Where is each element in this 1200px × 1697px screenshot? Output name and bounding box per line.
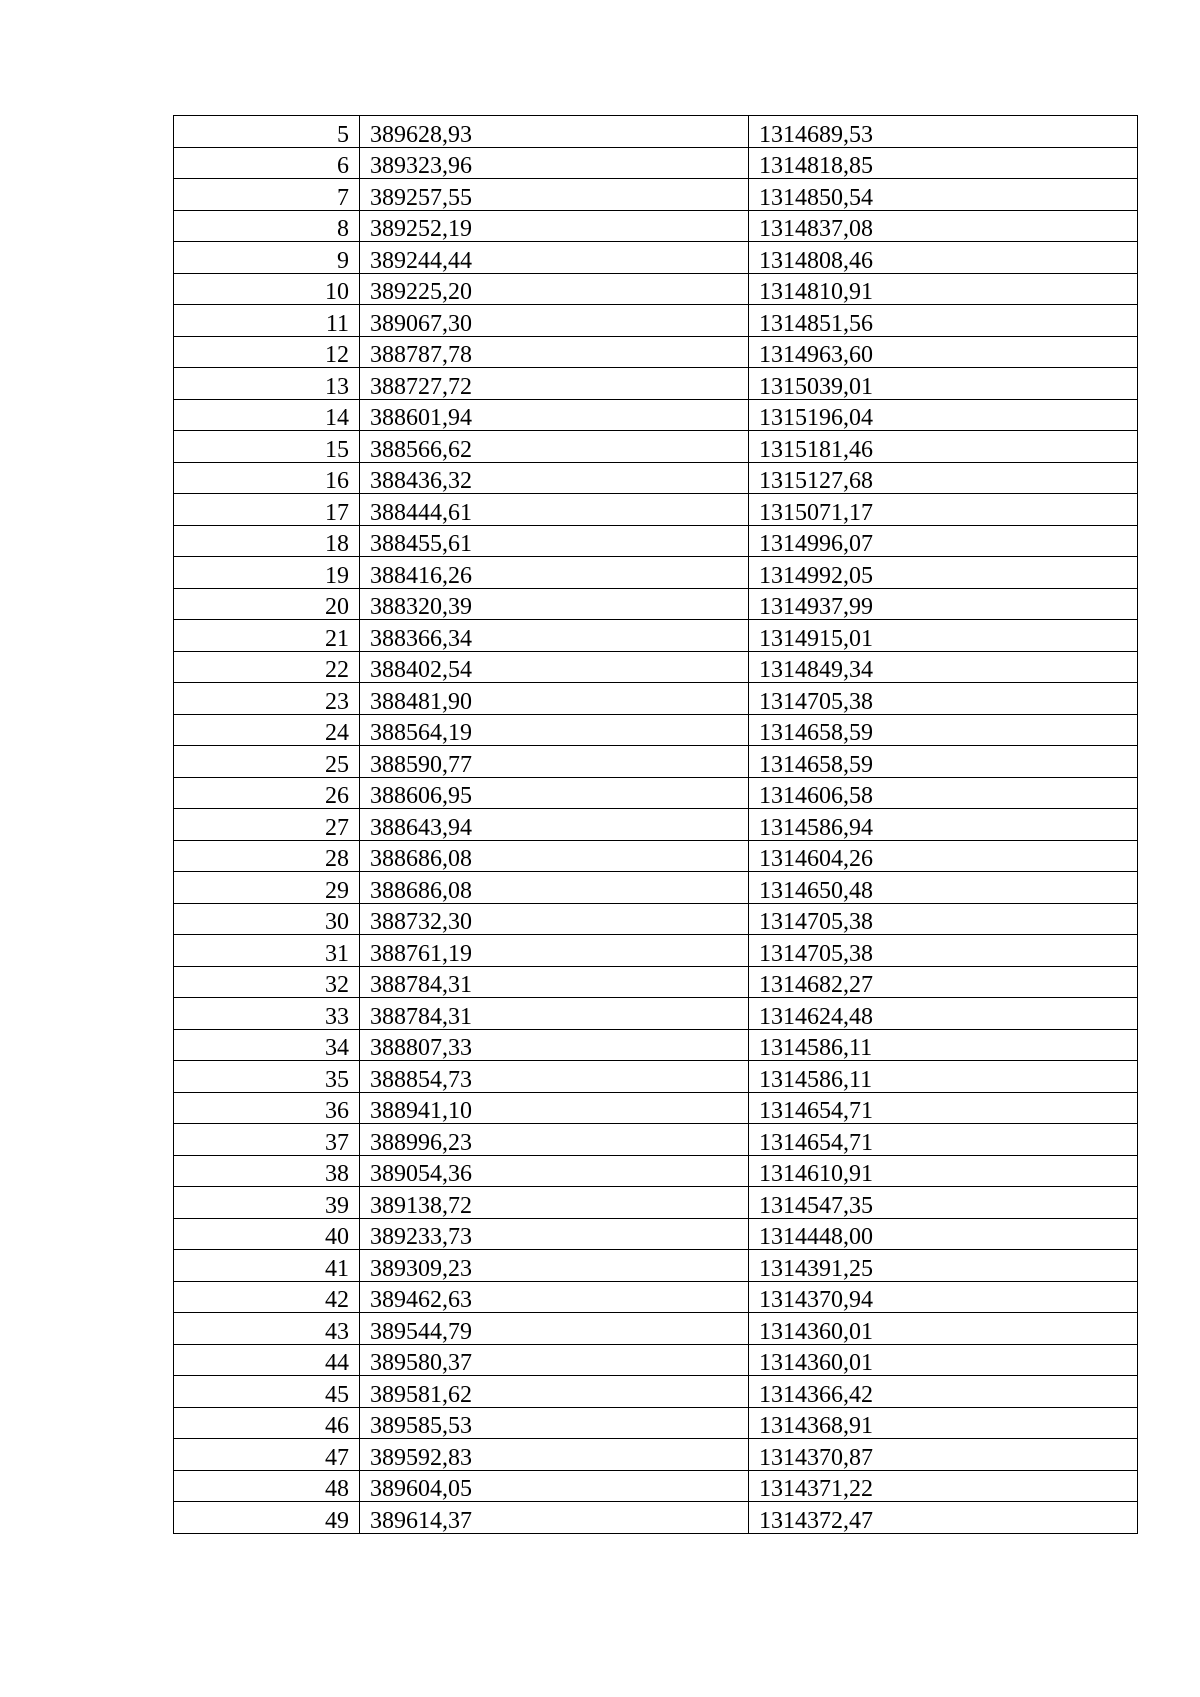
x-coordinate-cell: 388436,32 xyxy=(360,462,749,494)
y-coordinate-cell: 1314391,25 xyxy=(749,1250,1138,1282)
table-row xyxy=(174,1250,1138,1282)
point-number-cell: 31 xyxy=(174,935,360,967)
y-coordinate-cell: 1314370,87 xyxy=(749,1439,1138,1471)
x-coordinate-cell: 389592,83 xyxy=(360,1439,749,1471)
table-row xyxy=(174,1155,1138,1187)
point-number-cell: 5 xyxy=(174,116,360,148)
coordinates-table xyxy=(173,115,1138,1534)
point-number-cell: 10 xyxy=(174,273,360,305)
point-number-cell: 16 xyxy=(174,462,360,494)
table-row xyxy=(174,116,1138,148)
point-number-cell: 28 xyxy=(174,840,360,872)
y-coordinate-cell: 1314547,35 xyxy=(749,1187,1138,1219)
x-coordinate-cell: 388606,95 xyxy=(360,777,749,809)
y-coordinate-cell: 1315196,04 xyxy=(749,399,1138,431)
y-coordinate-cell: 1315071,17 xyxy=(749,494,1138,526)
table-row xyxy=(174,1218,1138,1250)
y-coordinate-cell: 1314360,01 xyxy=(749,1313,1138,1345)
y-coordinate-cell: 1314705,38 xyxy=(749,935,1138,967)
x-coordinate-cell: 388807,33 xyxy=(360,1029,749,1061)
point-number-cell: 19 xyxy=(174,557,360,589)
table-row xyxy=(174,840,1138,872)
x-coordinate-cell: 389252,19 xyxy=(360,210,749,242)
x-coordinate-cell: 388564,19 xyxy=(360,714,749,746)
y-coordinate-cell: 1314370,94 xyxy=(749,1281,1138,1313)
y-coordinate-cell: 1314810,91 xyxy=(749,273,1138,305)
table-row xyxy=(174,1313,1138,1345)
table-row xyxy=(174,1502,1138,1534)
table-row xyxy=(174,714,1138,746)
table-row xyxy=(174,525,1138,557)
x-coordinate-cell: 389244,44 xyxy=(360,242,749,274)
x-coordinate-cell: 389462,63 xyxy=(360,1281,749,1313)
x-coordinate-cell: 389054,36 xyxy=(360,1155,749,1187)
point-number-cell: 43 xyxy=(174,1313,360,1345)
point-number-cell: 14 xyxy=(174,399,360,431)
y-coordinate-cell: 1314624,48 xyxy=(749,998,1138,1030)
point-number-cell: 40 xyxy=(174,1218,360,1250)
point-number-cell: 6 xyxy=(174,147,360,179)
y-coordinate-cell: 1314963,60 xyxy=(749,336,1138,368)
table-row xyxy=(174,179,1138,211)
point-number-cell: 41 xyxy=(174,1250,360,1282)
point-number-cell: 26 xyxy=(174,777,360,809)
x-coordinate-cell: 388732,30 xyxy=(360,903,749,935)
point-number-cell: 32 xyxy=(174,966,360,998)
table-row xyxy=(174,368,1138,400)
y-coordinate-cell: 1314586,11 xyxy=(749,1029,1138,1061)
table-row xyxy=(174,1124,1138,1156)
x-coordinate-cell: 388784,31 xyxy=(360,998,749,1030)
y-coordinate-cell: 1315039,01 xyxy=(749,368,1138,400)
y-coordinate-cell: 1314371,22 xyxy=(749,1470,1138,1502)
table-row xyxy=(174,746,1138,778)
y-coordinate-cell: 1314360,01 xyxy=(749,1344,1138,1376)
point-number-cell: 45 xyxy=(174,1376,360,1408)
y-coordinate-cell: 1314851,56 xyxy=(749,305,1138,337)
x-coordinate-cell: 388590,77 xyxy=(360,746,749,778)
y-coordinate-cell: 1314604,26 xyxy=(749,840,1138,872)
y-coordinate-cell: 1314372,47 xyxy=(749,1502,1138,1534)
x-coordinate-cell: 389138,72 xyxy=(360,1187,749,1219)
table-row xyxy=(174,399,1138,431)
table-row xyxy=(174,1344,1138,1376)
y-coordinate-cell: 1314850,54 xyxy=(749,179,1138,211)
x-coordinate-cell: 388784,31 xyxy=(360,966,749,998)
x-coordinate-cell: 388787,78 xyxy=(360,336,749,368)
y-coordinate-cell: 1314658,59 xyxy=(749,746,1138,778)
point-number-cell: 34 xyxy=(174,1029,360,1061)
point-number-cell: 39 xyxy=(174,1187,360,1219)
y-coordinate-cell: 1314915,01 xyxy=(749,620,1138,652)
x-coordinate-cell: 388366,34 xyxy=(360,620,749,652)
x-coordinate-cell: 388686,08 xyxy=(360,872,749,904)
table-row xyxy=(174,620,1138,652)
x-coordinate-cell: 388566,62 xyxy=(360,431,749,463)
x-coordinate-cell: 389544,79 xyxy=(360,1313,749,1345)
table-row xyxy=(174,431,1138,463)
x-coordinate-cell: 388320,39 xyxy=(360,588,749,620)
x-coordinate-cell: 389581,62 xyxy=(360,1376,749,1408)
x-coordinate-cell: 389323,96 xyxy=(360,147,749,179)
x-coordinate-cell: 388444,61 xyxy=(360,494,749,526)
table-row xyxy=(174,210,1138,242)
point-number-cell: 27 xyxy=(174,809,360,841)
table-row xyxy=(174,777,1138,809)
point-number-cell: 21 xyxy=(174,620,360,652)
x-coordinate-cell: 389580,37 xyxy=(360,1344,749,1376)
point-number-cell: 12 xyxy=(174,336,360,368)
y-coordinate-cell: 1314705,38 xyxy=(749,683,1138,715)
table-row xyxy=(174,1029,1138,1061)
point-number-cell: 46 xyxy=(174,1407,360,1439)
table-row xyxy=(174,1061,1138,1093)
y-coordinate-cell: 1314606,58 xyxy=(749,777,1138,809)
point-number-cell: 29 xyxy=(174,872,360,904)
x-coordinate-cell: 389233,73 xyxy=(360,1218,749,1250)
point-number-cell: 47 xyxy=(174,1439,360,1471)
table-row xyxy=(174,872,1138,904)
y-coordinate-cell: 1314992,05 xyxy=(749,557,1138,589)
y-coordinate-cell: 1314586,11 xyxy=(749,1061,1138,1093)
table-row xyxy=(174,809,1138,841)
point-number-cell: 22 xyxy=(174,651,360,683)
table-row xyxy=(174,1439,1138,1471)
y-coordinate-cell: 1314682,27 xyxy=(749,966,1138,998)
x-coordinate-cell: 389604,05 xyxy=(360,1470,749,1502)
table-row xyxy=(174,935,1138,967)
point-number-cell: 35 xyxy=(174,1061,360,1093)
y-coordinate-cell: 1314658,59 xyxy=(749,714,1138,746)
table-row xyxy=(174,494,1138,526)
table-row xyxy=(174,462,1138,494)
point-number-cell: 44 xyxy=(174,1344,360,1376)
x-coordinate-cell: 389585,53 xyxy=(360,1407,749,1439)
x-coordinate-cell: 388686,08 xyxy=(360,840,749,872)
x-coordinate-cell: 388481,90 xyxy=(360,683,749,715)
y-coordinate-cell: 1314937,99 xyxy=(749,588,1138,620)
table-row xyxy=(174,1376,1138,1408)
table-row xyxy=(174,966,1138,998)
table-row xyxy=(174,336,1138,368)
x-coordinate-cell: 388643,94 xyxy=(360,809,749,841)
table-row xyxy=(174,1187,1138,1219)
x-coordinate-cell: 389628,93 xyxy=(360,116,749,148)
y-coordinate-cell: 1314610,91 xyxy=(749,1155,1138,1187)
point-number-cell: 37 xyxy=(174,1124,360,1156)
coordinates-table-body xyxy=(174,116,1138,1534)
table-row xyxy=(174,1407,1138,1439)
table-row xyxy=(174,683,1138,715)
point-number-cell: 42 xyxy=(174,1281,360,1313)
table-row xyxy=(174,305,1138,337)
y-coordinate-cell: 1314586,94 xyxy=(749,809,1138,841)
point-number-cell: 7 xyxy=(174,179,360,211)
x-coordinate-cell: 388727,72 xyxy=(360,368,749,400)
y-coordinate-cell: 1314654,71 xyxy=(749,1092,1138,1124)
point-number-cell: 18 xyxy=(174,525,360,557)
x-coordinate-cell: 388941,10 xyxy=(360,1092,749,1124)
x-coordinate-cell: 388854,73 xyxy=(360,1061,749,1093)
point-number-cell: 11 xyxy=(174,305,360,337)
table-row xyxy=(174,1281,1138,1313)
point-number-cell: 36 xyxy=(174,1092,360,1124)
y-coordinate-cell: 1314808,46 xyxy=(749,242,1138,274)
point-number-cell: 49 xyxy=(174,1502,360,1534)
point-number-cell: 8 xyxy=(174,210,360,242)
x-coordinate-cell: 388601,94 xyxy=(360,399,749,431)
y-coordinate-cell: 1314689,53 xyxy=(749,116,1138,148)
x-coordinate-cell: 389257,55 xyxy=(360,179,749,211)
table-row xyxy=(174,903,1138,935)
table-row xyxy=(174,1470,1138,1502)
y-coordinate-cell: 1314849,34 xyxy=(749,651,1138,683)
table-row xyxy=(174,651,1138,683)
y-coordinate-cell: 1315181,46 xyxy=(749,431,1138,463)
x-coordinate-cell: 389309,23 xyxy=(360,1250,749,1282)
point-number-cell: 13 xyxy=(174,368,360,400)
point-number-cell: 17 xyxy=(174,494,360,526)
point-number-cell: 30 xyxy=(174,903,360,935)
x-coordinate-cell: 389614,37 xyxy=(360,1502,749,1534)
point-number-cell: 38 xyxy=(174,1155,360,1187)
y-coordinate-cell: 1314818,85 xyxy=(749,147,1138,179)
point-number-cell: 20 xyxy=(174,588,360,620)
point-number-cell: 15 xyxy=(174,431,360,463)
x-coordinate-cell: 389067,30 xyxy=(360,305,749,337)
y-coordinate-cell: 1314368,91 xyxy=(749,1407,1138,1439)
y-coordinate-cell: 1314996,07 xyxy=(749,525,1138,557)
table-row xyxy=(174,557,1138,589)
point-number-cell: 24 xyxy=(174,714,360,746)
table-row xyxy=(174,588,1138,620)
table-row xyxy=(174,242,1138,274)
point-number-cell: 48 xyxy=(174,1470,360,1502)
point-number-cell: 9 xyxy=(174,242,360,274)
y-coordinate-cell: 1314366,42 xyxy=(749,1376,1138,1408)
point-number-cell: 23 xyxy=(174,683,360,715)
table-row xyxy=(174,1092,1138,1124)
y-coordinate-cell: 1314705,38 xyxy=(749,903,1138,935)
y-coordinate-cell: 1314837,08 xyxy=(749,210,1138,242)
point-number-cell: 25 xyxy=(174,746,360,778)
x-coordinate-cell: 388996,23 xyxy=(360,1124,749,1156)
table-row xyxy=(174,998,1138,1030)
table-row xyxy=(174,273,1138,305)
y-coordinate-cell: 1314650,48 xyxy=(749,872,1138,904)
x-coordinate-cell: 388416,26 xyxy=(360,557,749,589)
y-coordinate-cell: 1314448,00 xyxy=(749,1218,1138,1250)
x-coordinate-cell: 388761,19 xyxy=(360,935,749,967)
x-coordinate-cell: 389225,20 xyxy=(360,273,749,305)
x-coordinate-cell: 388455,61 xyxy=(360,525,749,557)
x-coordinate-cell: 388402,54 xyxy=(360,651,749,683)
y-coordinate-cell: 1314654,71 xyxy=(749,1124,1138,1156)
y-coordinate-cell: 1315127,68 xyxy=(749,462,1138,494)
table-row xyxy=(174,147,1138,179)
point-number-cell: 33 xyxy=(174,998,360,1030)
